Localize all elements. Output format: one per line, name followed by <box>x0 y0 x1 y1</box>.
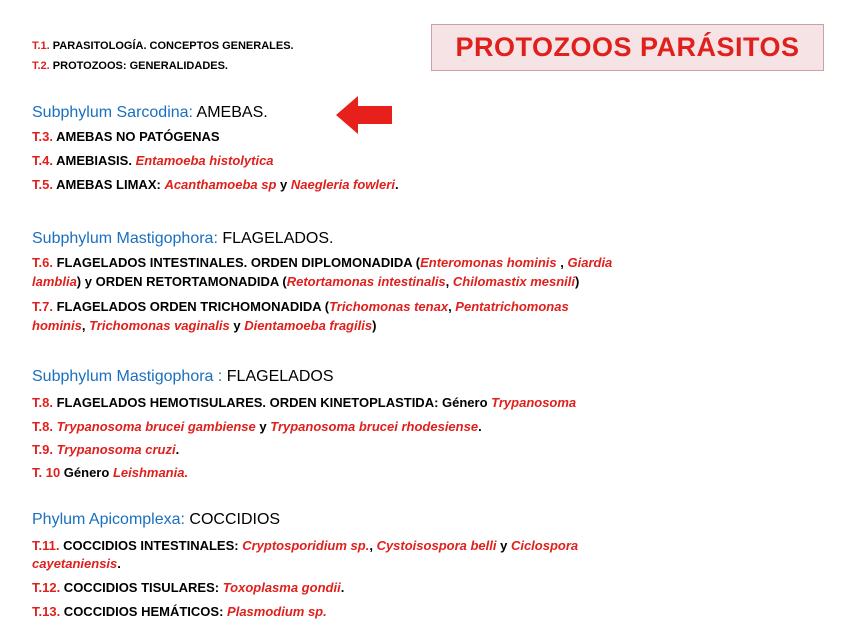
heading-group: FLAGELADOS. <box>222 230 334 247</box>
species-name: Trichomonas vaginalis <box>89 318 230 333</box>
topic-text: y <box>255 419 271 434</box>
topic-text: . <box>175 442 180 457</box>
topic-number: T.8. <box>32 419 53 434</box>
topic-number: T.8. <box>32 395 53 410</box>
species-name: Giardia <box>567 255 613 270</box>
species-name: Cryptosporidium sp. <box>242 538 370 553</box>
topic-text: FLAGELADOS INTESTINALES. ORDEN DIPLOMONADIDA ( <box>52 255 421 270</box>
topic-line-cont <box>32 273 579 291</box>
species-name: Chilomastix mesnili <box>452 274 575 289</box>
topic-text: , <box>448 299 456 314</box>
topic-line <box>32 537 578 555</box>
topic-number: T.4. <box>32 153 53 168</box>
topic-text: . <box>117 556 121 571</box>
topic-number: T.12. <box>32 580 61 595</box>
topic-line <box>32 579 344 597</box>
species-name: hominis <box>32 318 82 333</box>
species-name: Cystoisospora belli <box>376 538 497 553</box>
species-name: lamblia <box>32 274 77 289</box>
section-heading-mastigophora-2 <box>32 368 333 386</box>
species-name: Retortamonas intestinalis <box>286 274 446 289</box>
species-name: Dientamoeba fragilis <box>244 318 373 333</box>
page-title: PROTOZOOS PARÁSITOS <box>455 32 800 62</box>
topic-text: ) <box>575 274 580 289</box>
species-name: Acanthamoeba sp <box>164 177 277 192</box>
topic-line <box>32 176 399 194</box>
topic-text: ) y ORDEN RETORTAMONADIDA ( <box>76 274 287 289</box>
topic-line <box>32 152 274 170</box>
heading-group: AMEBAS. <box>196 104 268 121</box>
intro-line-2 <box>32 60 228 72</box>
topic-line <box>32 394 576 412</box>
species-name: Trypanosoma cruzi <box>56 442 176 457</box>
species-name: Plasmodium sp. <box>227 604 327 619</box>
topic-number: T.2. <box>32 60 50 72</box>
title-box <box>431 24 824 71</box>
species-name: Pentatrichomonas <box>455 299 569 314</box>
species-name: Entamoeba histolytica <box>135 153 274 168</box>
topic-number: T.3. <box>32 129 53 144</box>
left-arrow-icon <box>336 96 394 134</box>
topic-text: FLAGELADOS HEMOTISULARES. ORDEN KINETOPLASTIDA: Género <box>52 395 492 410</box>
topic-text: y <box>229 318 245 333</box>
topic-text: FLAGELADOS ORDEN TRICHOMONADIDA ( <box>52 299 330 314</box>
topic-text: COCCIDIOS INTESTINALES: <box>59 538 243 553</box>
topic-text: ) <box>372 318 377 333</box>
heading-taxon: Phylum Apicomplexa: <box>32 511 190 528</box>
heading-taxon: Subphylum Sarcodina: <box>32 104 197 121</box>
topic-text: , <box>445 274 453 289</box>
topic-number: T.5. <box>32 177 53 192</box>
heading-taxon: Subphylum Mastigophora : <box>32 368 227 385</box>
species-name: cayetaniensis <box>32 556 118 571</box>
species-name: Enteromonas hominis <box>420 255 557 270</box>
topic-text: , <box>369 538 377 553</box>
topic-number: T.11. <box>32 538 60 553</box>
topic-line <box>32 418 482 436</box>
topic-text: y <box>276 177 291 192</box>
topic-number: T.7. <box>32 299 53 314</box>
topic-number: T.1. <box>32 40 50 52</box>
heading-group: FLAGELADOS <box>226 368 334 385</box>
topic-text: . <box>340 580 345 595</box>
species-name: Naegleria fowleri <box>290 177 395 192</box>
species-name: Trichomonas tenax <box>329 299 449 314</box>
topic-text: Género <box>60 465 113 480</box>
topic-line-cont <box>32 317 376 335</box>
topic-text: AMEBAS NO PATÓGENAS <box>52 129 220 144</box>
species-name: Trypanosoma brucei rhodesiense <box>270 419 479 434</box>
section-heading-mastigophora <box>32 230 333 248</box>
topic-line <box>32 128 220 146</box>
heading-group: COCCIDIOS <box>189 511 281 528</box>
species-name: Ciclospora <box>510 538 579 553</box>
topic-text: . <box>394 177 399 192</box>
topic-text: y <box>496 538 511 553</box>
topic-text: PARASITOLOGÍA. CONCEPTOS GENERALES. <box>49 40 294 52</box>
topic-text: , <box>81 318 90 333</box>
species-name: Leishmania. <box>112 465 189 480</box>
topic-number: T. 10 <box>32 465 61 480</box>
topic-text: . <box>478 419 482 434</box>
species-name: Toxoplasma gondii <box>222 580 341 595</box>
species-name: Trypanosoma brucei gambiense <box>56 419 256 434</box>
topic-text: AMEBIASIS. <box>52 153 136 168</box>
topic-text: , <box>556 255 568 270</box>
topic-text: PROTOZOOS: GENERALIDADES. <box>49 60 228 72</box>
topic-line-cont <box>32 555 121 573</box>
topic-number: T.9. <box>32 442 53 457</box>
intro-line-1 <box>32 40 294 52</box>
topic-line <box>32 254 612 272</box>
topic-text: AMEBAS LIMAX: <box>52 177 165 192</box>
topic-number: T.6. <box>32 255 53 270</box>
topic-line <box>32 298 569 316</box>
topic-text: COCCIDIOS TISULARES: <box>60 580 223 595</box>
topic-line <box>32 603 327 621</box>
topic-text: COCCIDIOS HEMÁTICOS: <box>60 604 228 619</box>
heading-taxon: Subphylum Mastigophora: <box>32 230 223 247</box>
topic-line <box>32 464 188 482</box>
section-heading-apicomplexa <box>32 511 280 529</box>
section-heading-sarcodina <box>32 104 268 122</box>
topic-number: T.13. <box>32 604 61 619</box>
topic-line <box>32 441 179 459</box>
species-name: Trypanosoma <box>491 395 577 410</box>
